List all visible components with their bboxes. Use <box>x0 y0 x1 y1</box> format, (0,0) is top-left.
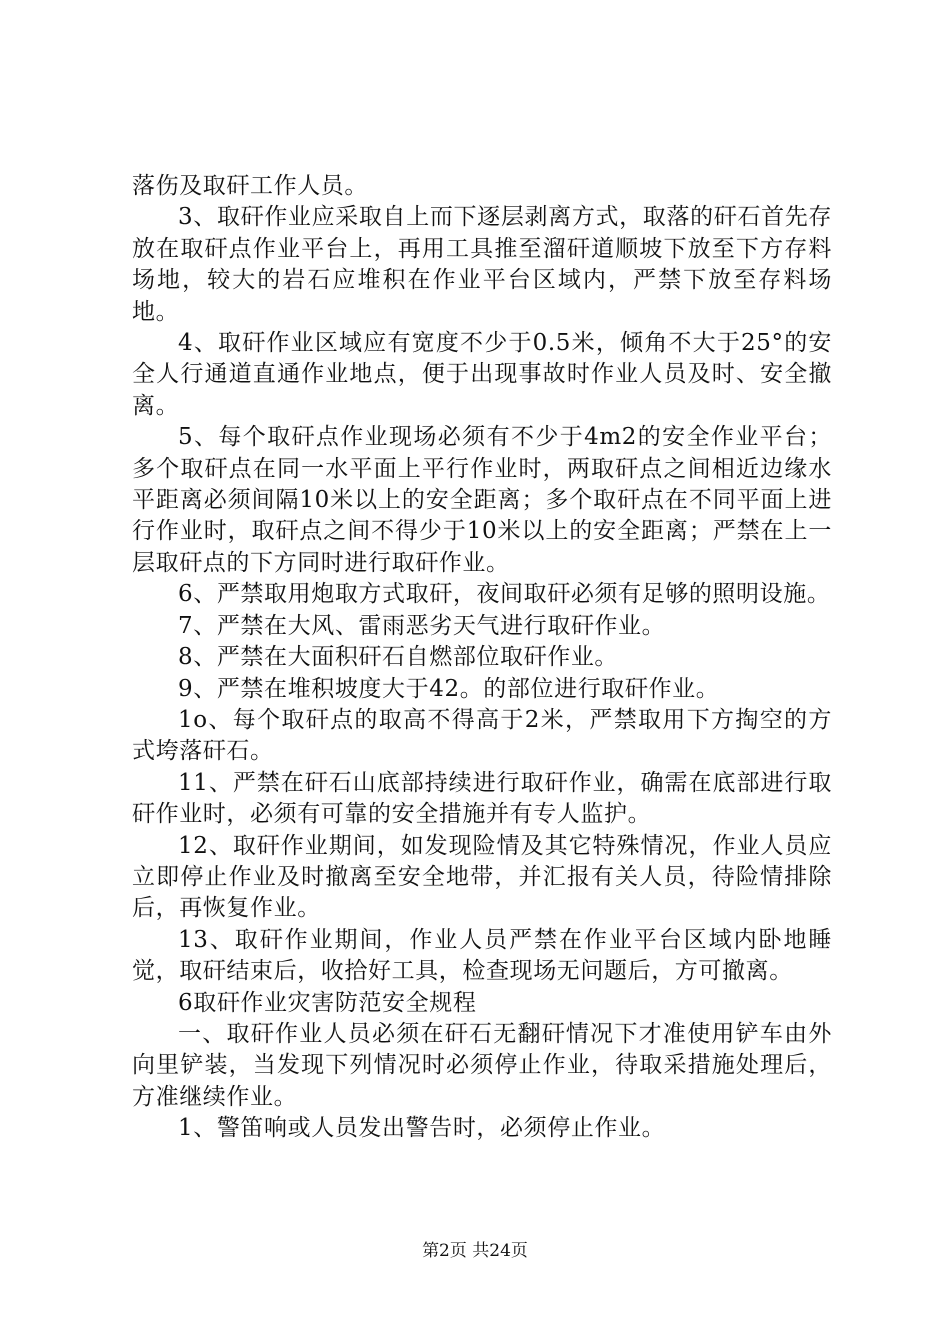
paragraph: 落伤及取矸工作人员。 <box>132 173 368 199</box>
paragraph: 1、警笛响或人员发出警告时，必须停止作业。 <box>178 1115 666 1142</box>
paragraph: 11、严禁在矸石山底部持续进行取矸作业，确需在底部进行取矸作业时，必须有可靠的安全措施并有专人监护。 <box>132 769 832 828</box>
document-body <box>132 171 832 1145</box>
paragraph: 5、每个取矸点作业现场必须有不少于4m2的安全作业平台；多个取矸点在同一水平面上平行作业时，两取矸点之间相近边缘水平距离必须间隔10米以上的安全距离；多个取矸点在不同平面上进行作业时，取矸点之间不得少于10米以上的安全距离；严禁在上一层取矸点的下方同时进行取矸作业。 <box>132 424 832 576</box>
paragraph: 9、严禁在堆积坡度大于42。的部位进行取矸作业。 <box>178 675 720 702</box>
paragraph: 1o、每个取矸点的取高不得高于2米，严禁取用下方掏空的方式垮落矸石。 <box>132 706 832 765</box>
paragraph: 13、取矸作业期间，作业人员严禁在作业平台区域内卧地睡觉，取矸结束后，收拾好工具，检查现场无问题后，方可撤离。 <box>132 926 832 985</box>
paragraph: 6、严禁取用炮取方式取矸，夜间取矸必须有足够的照明设施。 <box>178 581 831 608</box>
paragraph: 4、取矸作业区域应有宽度不少于0.5米，倾角不大于25°的安全人行通道直通作业地点，便于出现事故时作业人员及时、安全撤离。 <box>132 330 832 419</box>
paragraph: 一、取矸作业人员必须在矸石无翻矸情况下才准使用铲车由外向里铲装，当发现下列情况时必须停止作业，待取采措施处理后，方准继续作业。 <box>132 1020 832 1110</box>
paragraph: 6取矸作业灾害防范安全规程 <box>178 989 477 1016</box>
page-footer: 第2页 共24页 <box>422 1241 528 1261</box>
paragraph: 8、严禁在大面积矸石自燃部位取矸作业。 <box>178 644 619 671</box>
paragraph: 3、取矸作业应采取自上而下逐层剥离方式，取落的矸石首先存放在取矸点作业平台上，再用工具推至溜矸道顺坡下放至下方存料场地，较大的岩石应堆积在作业平台区域内，严禁下放至存料场地。 <box>132 204 832 325</box>
paragraph: 12、取矸作业期间，如发现险情及其它特殊情况，作业人员应立即停止作业及时撤离至安全地带，并汇报有关人员，待险情排除后，再恢复作业。 <box>132 832 832 922</box>
paragraph: 7、严禁在大风、雷雨恶劣天气进行取矸作业。 <box>178 612 666 639</box>
